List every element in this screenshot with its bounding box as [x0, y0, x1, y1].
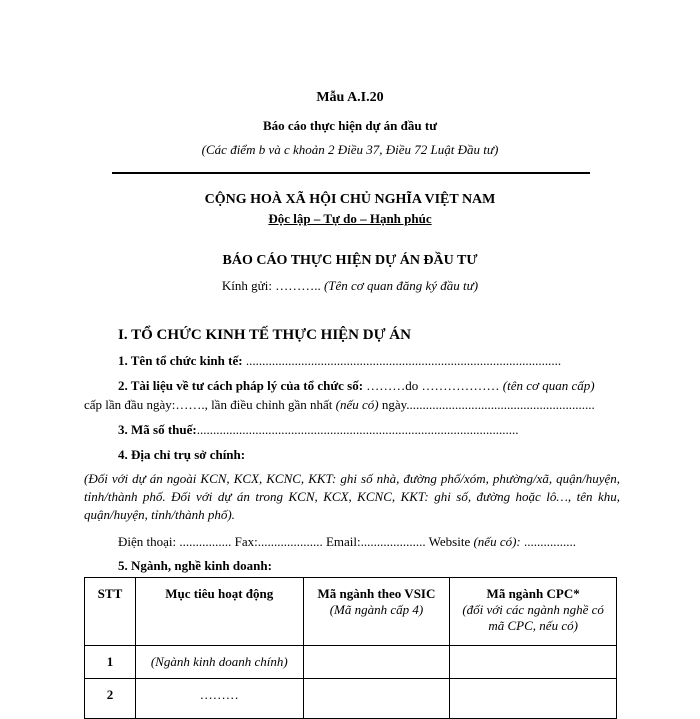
website-note: (nếu có): — [473, 534, 524, 549]
recipient-note: (Tên cơ quan đăng ký đầu tư) — [323, 278, 479, 293]
table-header-row — [85, 578, 617, 646]
section-heading: I. TỔ CHỨC KINH TẾ THỰC HIỆN DỰ ÁN — [118, 327, 411, 343]
item-legal-doc-text: ………do ……………… — [363, 378, 503, 393]
country-name: CỘNG HOÀ XÃ HỘI CHỦ NGHĨA VIỆT NAM — [204, 192, 496, 207]
vsic-title: Mã ngành theo VSIC — [317, 586, 436, 601]
national-motto: Độc lập – Tự do – Hạnh phúc — [268, 211, 432, 226]
row-activity: (Ngành kinh doanh chính) — [135, 646, 303, 679]
recipient-label: Kính gửi: ……….. — [221, 278, 321, 293]
form-legal-basis: (Các điểm b và c khoản 2 Điều 37, Điều 72 Luật Đầu tư) — [201, 142, 499, 157]
item-business-lines-label: 5. Ngành, nghề kinh doanh: — [118, 558, 272, 573]
item-legal-doc — [118, 377, 623, 395]
contact-fields: Điện thoại: ................ Fax:.................... Email:.................... Website — [118, 534, 474, 549]
vsic-note: (Mã ngành cấp 4) — [329, 602, 424, 617]
item-address-note: (Đối với dự án ngoài KCN, KCX, KCNC, KKT: ghi số nhà, đường phố/xóm, phường/xã, quận/huyện, tỉnh/thành phố. Đối với dự án trong KCN, KCX, KCNC, KKT: ghi số, đường hoặc lô…, tên khu, quận/huyện, tỉnh/thành phố). — [84, 471, 620, 522]
cpc-note: (đối với các ngành nghề có mã CPC, nếu có) — [462, 602, 604, 633]
row-stt: 1 — [85, 646, 136, 679]
item-legal-doc-note: (tên cơ quan cấp) — [502, 378, 595, 393]
item-address-label: 4. Địa chỉ trụ sở chính: — [118, 447, 246, 462]
item-tax-code — [118, 421, 604, 439]
table-row — [85, 679, 617, 719]
row-cpc — [450, 646, 617, 679]
item-tax-code-dots: ................................................................................................... — [196, 422, 519, 437]
website-dots: ................ — [524, 534, 576, 549]
issue-date-note: (nếu có) — [335, 397, 379, 412]
item-org-name-dots: ................................................................................................. — [242, 353, 562, 368]
form-title: Báo cáo thực hiện dự án đầu tư — [262, 118, 437, 133]
header-divider — [112, 172, 590, 174]
row-stt: 2 — [85, 679, 136, 719]
item-tax-code-label: 3. Mã số thuế: — [118, 422, 197, 437]
item-legal-doc-line2 — [84, 396, 604, 414]
contact-line — [118, 533, 618, 551]
col-header-stt: STT — [85, 578, 136, 646]
col-header-activity: Mục tiêu hoạt động — [135, 578, 303, 646]
issue-date-dots: ngày.......................................................... — [378, 397, 595, 412]
col-header-vsic — [303, 578, 450, 646]
recipient-line — [0, 278, 700, 294]
row-cpc — [450, 679, 617, 719]
col-header-cpc — [450, 578, 617, 646]
table-row — [85, 646, 617, 679]
item-org-name — [118, 352, 618, 370]
form-code: Mẫu A.I.20 — [316, 90, 384, 105]
issue-date-text: cấp lần đầu ngày:……., lần điều chỉnh gần nhất — [84, 397, 336, 412]
row-vsic — [303, 679, 450, 719]
report-title: BÁO CÁO THỰC HIỆN DỰ ÁN ĐẦU TƯ — [222, 253, 478, 268]
business-lines-table — [84, 577, 617, 719]
item-legal-doc-label: 2. Tài liệu về tư cách pháp lý của tổ chức số: — [118, 378, 364, 393]
item-org-name-label: 1. Tên tổ chức kinh tế: — [118, 353, 243, 368]
cpc-title: Mã ngành CPC* — [486, 586, 580, 601]
row-vsic — [303, 646, 450, 679]
row-activity: ……… — [135, 679, 303, 719]
